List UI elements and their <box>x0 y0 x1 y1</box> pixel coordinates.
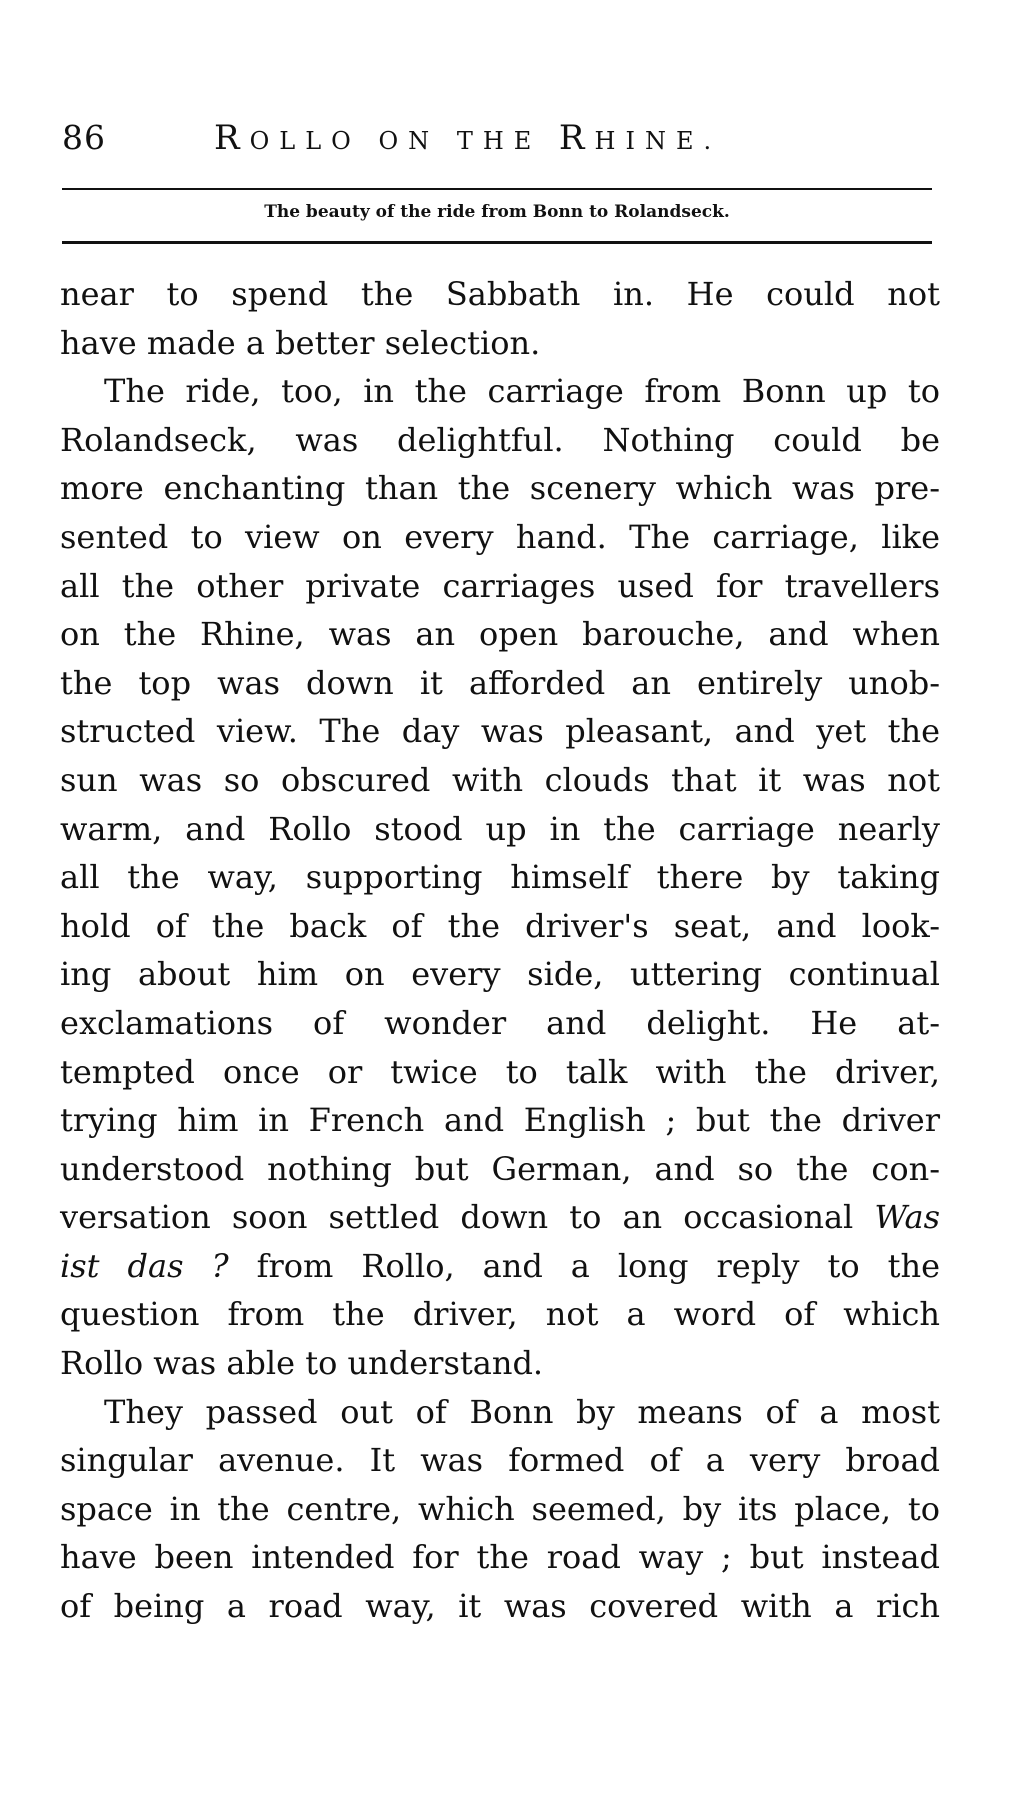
text-line: tempted once or twice to talk with the driver, <box>60 1052 940 1091</box>
text-line: Rolandseck, was delightful. Nothing could be <box>60 420 940 459</box>
text-line: versation soon settled down to an occasional Was <box>60 1198 941 1237</box>
text-line: have been intended for the road way ; but instead <box>60 1538 940 1577</box>
text-line: more enchanting than the scenery which was pre- <box>60 469 940 508</box>
text-line: have made a better selection. <box>60 323 541 362</box>
paragraph-2 <box>60 367 940 1387</box>
text-line: all the other private carriages used for travellers <box>60 566 940 605</box>
header-rule-top <box>62 188 932 190</box>
page-caption: The beauty of the ride from Bonn to Rolandseck. <box>264 202 730 222</box>
text-line: near to spend the Sabbath in. He could not <box>60 275 940 313</box>
text-line: structed view. The day was pleasant, and yet the <box>60 712 940 751</box>
title-word: RHINE. <box>558 118 722 158</box>
text-line: on the Rhine, was an open barouche, and when <box>60 615 940 654</box>
paragraph-3 <box>60 1388 940 1631</box>
text-line: understood nothing but German, and so the con- <box>60 1149 940 1188</box>
italic-phrase: ist das ? <box>60 1246 229 1285</box>
text-line: all the way, supporting himself there by taking <box>60 858 940 897</box>
title-word: ON <box>378 127 440 155</box>
page-number: 86 <box>62 118 106 157</box>
body-text <box>60 270 940 1631</box>
text-line: space in the centre, which seemed, by its place, to <box>60 1489 940 1528</box>
text-line: question from the driver, not a word of which <box>60 1295 940 1334</box>
title-word: THE <box>456 127 542 155</box>
italic-phrase: Was <box>874 1198 941 1237</box>
book-title <box>214 118 721 161</box>
text-line: of being a road way, it was covered with a rich <box>60 1587 940 1626</box>
text-line: warm, and Rollo stood up in the carriage nearly <box>60 809 940 848</box>
text-line: Rollo was able to understand. <box>60 1344 544 1383</box>
text-line: ist das ? from Rollo, and a long reply to the <box>60 1246 941 1285</box>
text-line: hold of the back of the driver's seat, and look- <box>60 906 940 945</box>
text-line: exclamations of wonder and delight. He at- <box>60 1003 940 1042</box>
title-word: ROLLO <box>214 118 361 158</box>
running-head <box>62 118 932 168</box>
text-line: trying him in French and English ; but the driver <box>60 1101 940 1140</box>
text-line: ing about him on every side, uttering continual <box>60 955 940 994</box>
text-line: They passed out of Bonn by means of a most <box>104 1392 940 1431</box>
text-line: The ride, too, in the carriage from Bonn up to <box>104 372 940 411</box>
text-line: sented to view on every hand. The carriage, like <box>60 517 940 556</box>
text-line: the top was down it afforded an entirely unob- <box>60 663 940 702</box>
text-line: singular avenue. It was formed of a very broad <box>60 1441 940 1480</box>
header-rule-bottom <box>62 241 932 244</box>
text-line: sun was so obscured with clouds that it was not <box>60 760 940 799</box>
paragraph-1 <box>60 270 940 367</box>
